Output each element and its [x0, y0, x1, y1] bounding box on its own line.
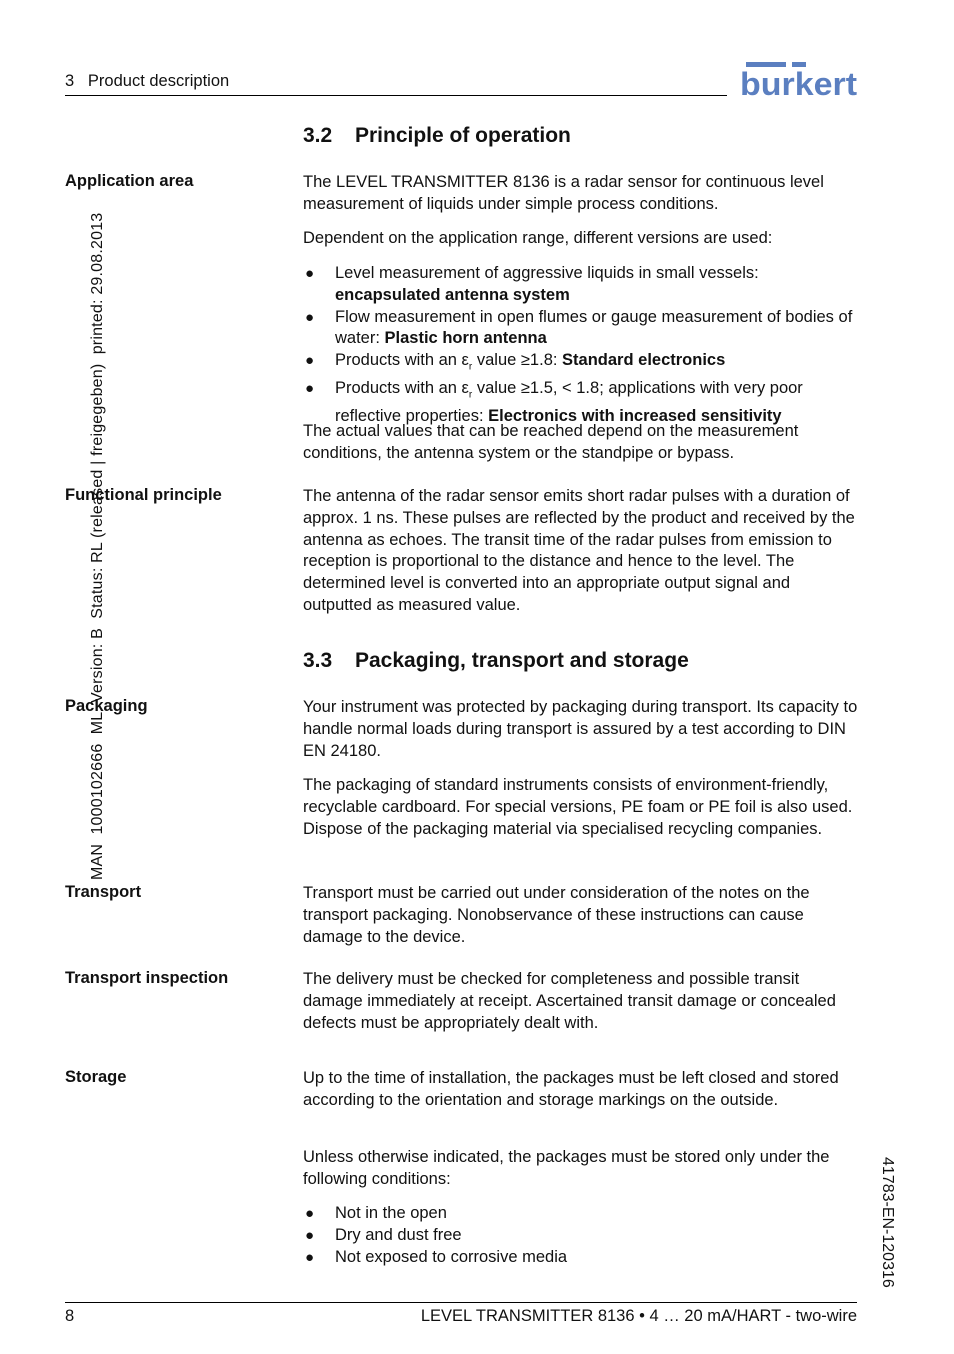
- versions-list: [303, 263, 863, 428]
- transport-paragraph: Transport must be carried out under consideration of the notes on the transport packaging. Nonobservance of these instructions can cause damage to the device.: [303, 884, 810, 946]
- footer-title: LEVEL TRANSMITTER 8136 • 4 … 20 mA/HART - two-wire: [420, 1307, 857, 1325]
- storage-paragraph-1: Up to the time of installation, the packages must be left closed and stored according to the orientation and storage markings on the outside.: [303, 1069, 839, 1109]
- bullet-icon: ●: [305, 1226, 315, 1244]
- label-packaging: Packaging: [65, 697, 148, 715]
- burkert-logo: [740, 60, 858, 100]
- bullet-icon: ●: [305, 380, 315, 398]
- bullet-icon: ●: [305, 1205, 315, 1222]
- label-transport-inspection: Transport inspection: [65, 969, 229, 987]
- section-number: 3.2: [303, 124, 333, 147]
- list-item: ● Not in the open: [303, 1203, 863, 1225]
- section-number: 3.3: [303, 649, 333, 672]
- packaging-paragraph-2: The packaging of standard instruments consists of environment-friendly, recyclable cardboard. For special versions, PE foam or PE foil is also used. Dispose of the packaging material via specialised recycling companies.: [303, 776, 853, 838]
- list-item: ● Level measurement of aggressive liquids in small vessels: encapsulated antenna system: [305, 264, 759, 304]
- list-item: ● Products with an $\varepsilon_r$ value ≥1.8: Standard electronics: [305, 351, 726, 373]
- section-heading-3-3: [303, 649, 689, 673]
- bullet-icon: ●: [305, 308, 315, 326]
- svg-text:burkert: burkert: [740, 66, 858, 100]
- storage-conditions-list: [303, 1203, 863, 1268]
- bullet-icon: ●: [305, 265, 315, 282]
- list-item: ● Products with an $\varepsilon_r$ value ≥1.5, < 1.8; applications with very poor reflective properties: Electronics with increased sensitivity: [305, 379, 803, 426]
- section-title: Packaging, transport and storage: [355, 649, 689, 672]
- packaging-paragraph-1: Your instrument was protected by packaging during transport. Its capacity to handle normal loads during transport is assured by a test according to DIN EN 24180.: [303, 698, 858, 760]
- label-transport: Transport: [65, 883, 142, 901]
- list-item: ● Dry and dust free: [303, 1225, 863, 1247]
- footer-rule: [65, 1302, 857, 1303]
- header-section: 3 Product description: [65, 72, 230, 90]
- label-functional-principle: Functional principle: [65, 486, 222, 504]
- bullet-icon: ●: [305, 1248, 315, 1266]
- functional-paragraph: The antenna of the radar sensor emits short radar pulses with a duration of approx. 1 ns. These pulses are reflected by the product and received by the antenna as echoes. The transit time of the radar pulses from emission to reception is proportional to the distance and hence to the level. The determined level is converted into an appropriate output signal and outputted as measured value.: [303, 487, 855, 614]
- list-item: ● Flow measurement in open flumes or gauge measurement of bodies of water: Plastic horn antenna: [305, 307, 853, 348]
- side-document-info: MAN 1000102666 ML Version: B Status: RL (released | freigegeben) printed: 29.08.2013: [89, 212, 106, 880]
- application-paragraph-2: Dependent on the application range, different versions are used:: [303, 229, 773, 247]
- header-rule: [65, 95, 727, 96]
- side-document-code: 41783-EN-120316: [879, 1157, 896, 1288]
- storage-paragraph-2: Unless otherwise indicated, the packages must be stored only under the following conditions:: [303, 1148, 830, 1188]
- bullet-icon: ●: [305, 352, 315, 370]
- label-storage: Storage: [65, 1068, 127, 1086]
- page-number: 8: [65, 1307, 75, 1325]
- application-paragraph-1: The LEVEL TRANSMITTER 8136 is a radar sensor for continuous level measurement of liquids under simple process conditions.: [303, 173, 824, 213]
- inspection-paragraph: The delivery must be checked for completeness and possible transit damage immediately at receipt. Ascertained transit damage or concealed defects must be appropriately dealt with.: [303, 970, 836, 1032]
- application-paragraph-3: The actual values that can be reached depend on the measurement conditions, the antenna system or the standpipe or bypass.: [303, 422, 799, 462]
- list-item: ● Not exposed to corrosive media: [303, 1247, 863, 1269]
- section-title: Principle of operation: [355, 124, 571, 147]
- label-application-area: Application area: [65, 172, 194, 190]
- section-heading-3-2: [303, 124, 571, 148]
